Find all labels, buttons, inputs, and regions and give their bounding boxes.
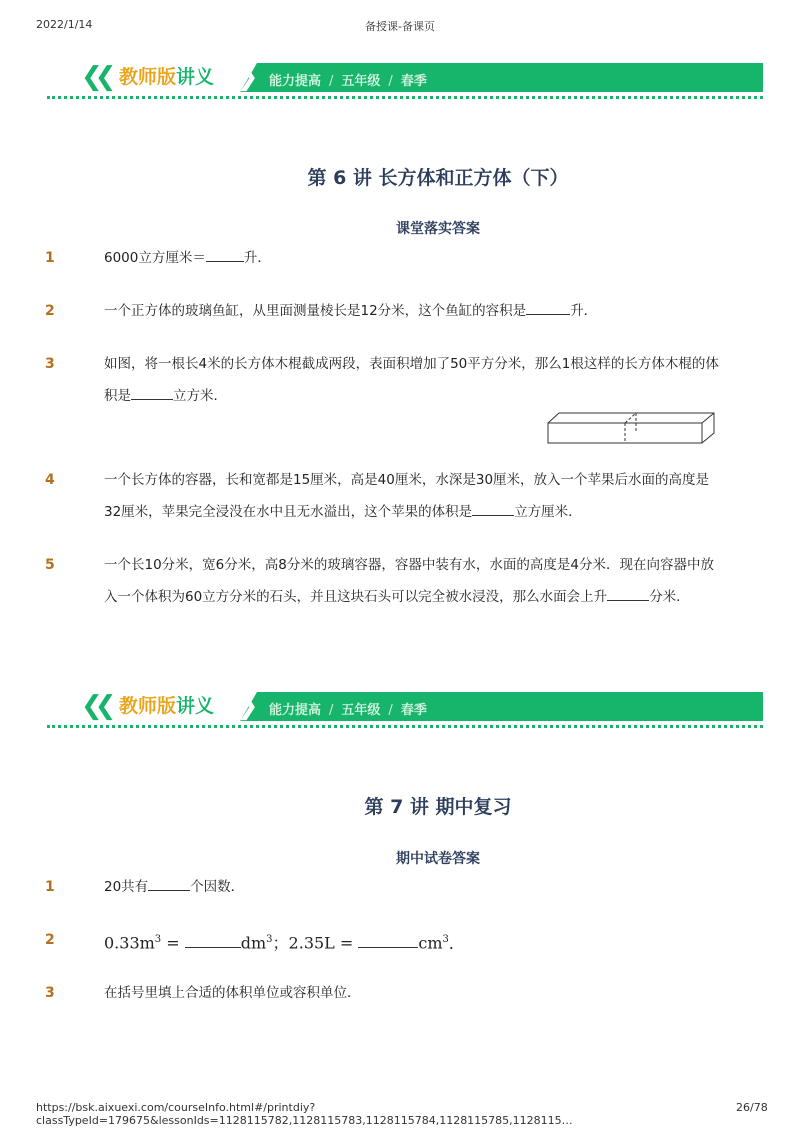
double-chevron-left-icon: ❮❮ [81, 62, 109, 92]
question-number: 2 [45, 303, 55, 319]
question-number: 1 [45, 879, 55, 895]
double-chevron-left-icon: ❮❮ [81, 691, 109, 721]
question-number: 3 [45, 356, 55, 372]
double-chevron-right-icon: ❯❯ [223, 691, 251, 721]
lecture-banner [47, 63, 763, 99]
question-text: $0.33m^3 = dm^3$；$2.35L = cm^3$． [104, 933, 465, 953]
print-title: 备授课-备课页 [365, 20, 435, 33]
question-number: 3 [45, 985, 55, 1001]
question-text: 如图，将一根长4米的长方体木棍截成两段，表面积增加了50平方分米，那么1根这样的长方体木棍的体积是 立方米． [104, 356, 719, 404]
question-number: 5 [45, 557, 55, 573]
question-text: 一个长方体的容器，长和宽都是15厘米，高是40厘米，水深是30厘米，放入一个苹果后水面的高度是32厘米，苹果完全浸没在水中且无水溢出，这个苹果的体积是 立方厘米． [104, 472, 710, 520]
lecture-banner [47, 692, 763, 728]
answer-blank [131, 385, 173, 400]
answer-blank [358, 933, 418, 948]
answer-blank [526, 300, 570, 315]
answer-blank [148, 876, 190, 891]
answer-blank [206, 247, 244, 262]
lecture-6-subtitle: 课堂落实答案 [396, 221, 480, 237]
lecture-7-subtitle: 期中试卷答案 [396, 851, 480, 867]
lecture-6-title: 第 6 讲 长方体和正方体（下） [307, 167, 569, 189]
question-text: 在括号里填上合适的体积单位或容积单位． [104, 985, 361, 1001]
double-chevron-right-icon: ❯❯ [223, 62, 251, 92]
banner-title: 教师版讲义 [119, 66, 215, 88]
question-text: 一个正方体的玻璃鱼缸，从里面测量棱长是12分米，这个鱼缸的容积是 升． [104, 295, 724, 327]
breadcrumb: 能力提高 / 五年级 / 春季 [269, 703, 427, 718]
cuboid-stick-figure [547, 411, 715, 445]
banner-title: 教师版讲义 [119, 695, 215, 717]
page-number: 26/78 [736, 1101, 768, 1114]
breadcrumb: 能力提高 / 五年级 / 春季 [269, 74, 427, 89]
footer-url: https://bsk.aixuexi.com/courseInfo.html#/printdiy?classTypeId=179675&lessonIds=1128115782,1128115783,1128115784,1128115785,1128115… [36, 1101, 573, 1127]
question-text: 6000立方厘米＝ 升． [104, 242, 724, 274]
question-text: 一个长10分米，宽6分米，高8分米的玻璃容器，容器中装有水，水面的高度是4分米．现在向容器中放入一个体积为60立方分米的石头，并且这块石头可以完全被水浸没，那么水面会上升 分米． [104, 557, 714, 605]
question-number: 2 [45, 932, 55, 948]
answer-blank [472, 501, 514, 516]
question-number: 4 [45, 472, 55, 488]
question-text: 20共有 个因数． [104, 871, 724, 903]
lecture-7-title: 第 7 讲 期中复习 [364, 796, 512, 818]
answer-blank [607, 586, 649, 601]
question-number: 1 [45, 250, 55, 266]
print-date: 2022/1/14 [36, 18, 93, 31]
answer-blank [185, 933, 241, 948]
